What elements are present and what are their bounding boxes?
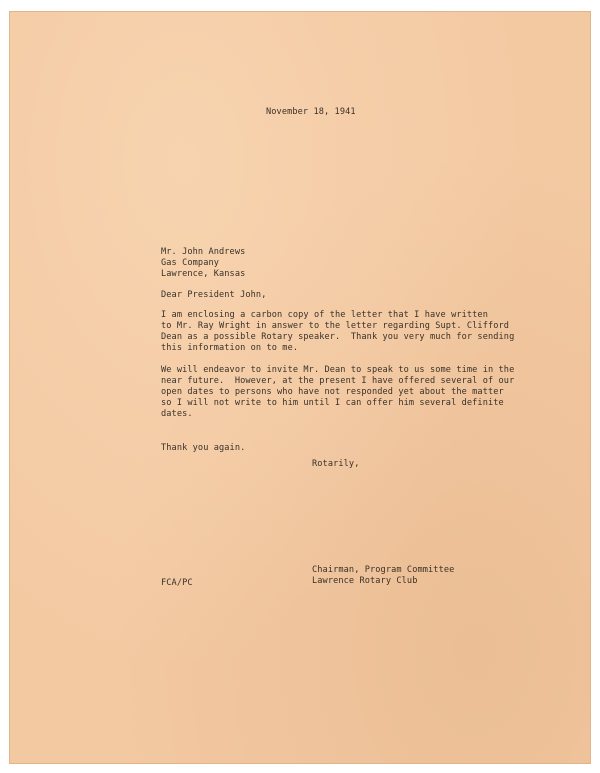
paragraph-2-line: near future. However, at the present I have offered several of our — [161, 376, 515, 386]
paragraph-2-line: dates. — [161, 409, 193, 419]
paragraph-1-line: this information on to me. — [161, 343, 299, 353]
signature-title: Chairman, Program Committee — [312, 565, 455, 575]
salutation: Dear President John, — [161, 290, 267, 300]
recipient-company: Gas Company — [161, 258, 220, 268]
paragraph-2-line: so I will not write to him until I can offer him several definite — [161, 398, 504, 408]
letter-page — [9, 11, 591, 764]
typist-initials: FCA/PC — [161, 578, 193, 588]
thanks-line: Thank you again. — [161, 443, 246, 453]
paragraph-2-line: We will endeavor to invite Mr. Dean to speak to us some time in the — [161, 365, 515, 375]
letter-date: November 18, 1941 — [266, 107, 356, 117]
paragraph-1-line: I am enclosing a carbon copy of the letter that I have written — [161, 310, 488, 320]
paragraph-1-line: to Mr. Ray Wright in answer to the letter regarding Supt. Clifford — [161, 321, 510, 331]
paragraph-1-line: Dean as a possible Rotary speaker. Thank you very much for sending — [161, 332, 515, 342]
signature-organization: Lawrence Rotary Club — [312, 576, 418, 586]
paragraph-2-line: open dates to persons who have not responded yet about the matter — [161, 387, 504, 397]
closing: Rotarily, — [312, 459, 360, 469]
recipient-city: Lawrence, Kansas — [161, 269, 246, 279]
recipient-name: Mr. John Andrews — [161, 247, 246, 257]
